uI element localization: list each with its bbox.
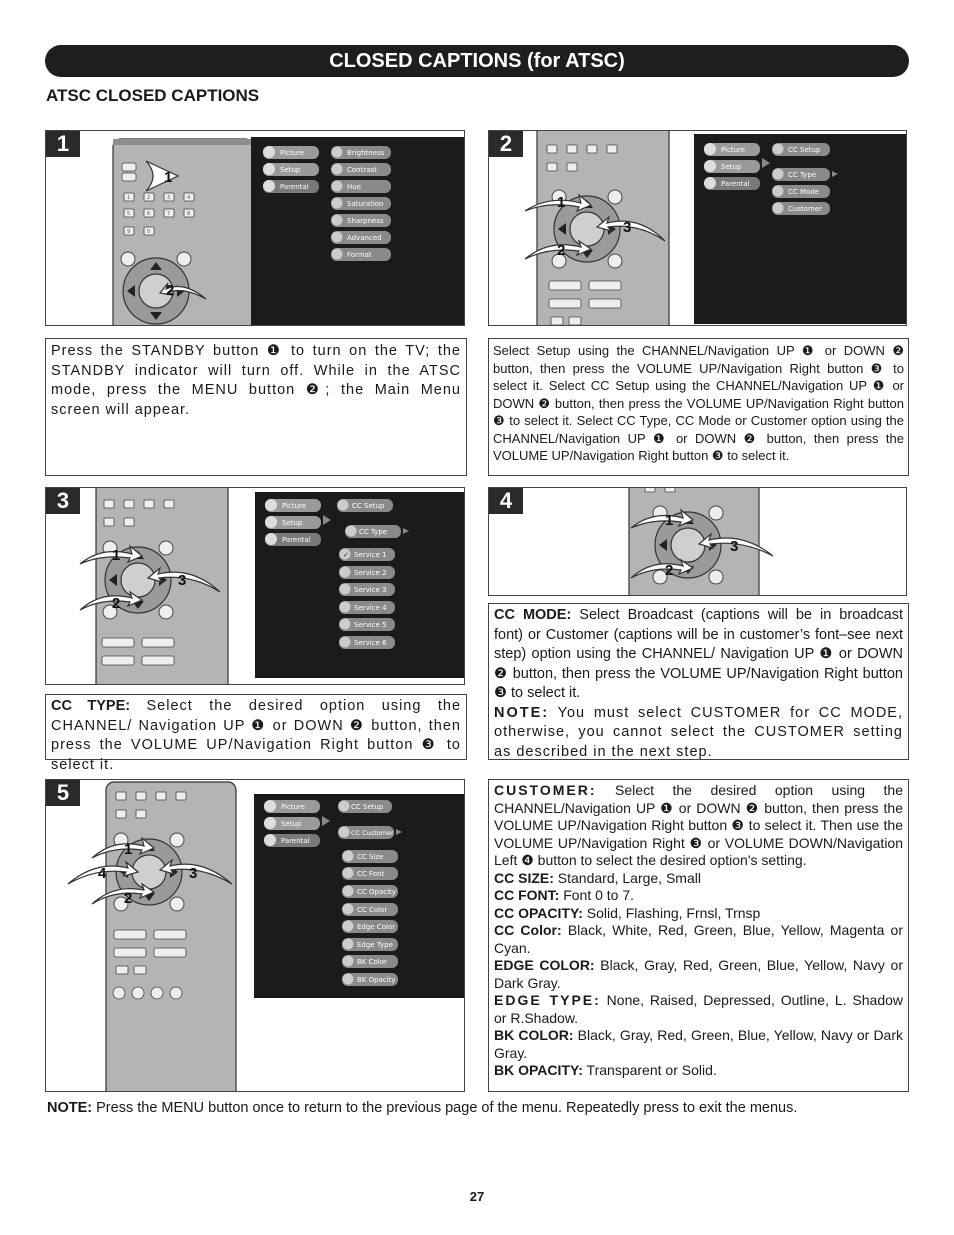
step-3-tv-screen [255, 492, 465, 678]
svg-text:2: 2 [147, 195, 151, 201]
page-title: CLOSED CAPTIONS (for ATSC) [329, 50, 625, 72]
step-4-number: 4 [489, 488, 523, 514]
svg-text:Setup: Setup [282, 519, 303, 527]
step-4-callout-3: 3 [730, 538, 739, 555]
svg-text:Picture: Picture [282, 502, 307, 510]
step-5-text-box [488, 779, 909, 1092]
step-4-note-text: You must select CUSTOMER for CC MODE, otherwise, you cannot select the CUSTOMER setting as described in the next step. [494, 704, 903, 760]
svg-text:Service 6: Service 6 [354, 639, 387, 647]
step-5-label: CUSTOMER: [494, 782, 597, 798]
step-2-text: Select Setup using the CHANNEL/Navigation UP ❶ or DOWN ❷ button, then press the VOLUME UP/Navigation Right button ❸ to select it. Select CC Setup using the CHANNEL/Navigation UP ❶ or DOWN ❷ button, then press the VOLUME UP/Navigation Right button ❸ to select it. Select CC Type, CC Mode or Customer option using the CHANNEL/Navigation UP ❶ or DOWN ❷ button, then press the VOLUME UP/Navigation Right button ❸ to select it. [493, 343, 904, 463]
step-4-illustration [488, 487, 907, 596]
option-bk-opacity: BK OPACITY: Transparent or Solid. [494, 1062, 717, 1078]
step-3-text-box [45, 694, 467, 773]
step-1-number: 1 [46, 131, 80, 157]
step-3-text: Select the desired option using the CHANNEL/ Navigation UP ❶ or DOWN ❷ button, then press the VOLUME UP/Navigation Right button ❸ to select it. [51, 698, 462, 773]
step-5-number: 5 [46, 780, 80, 806]
step-1-menu-svg [251, 137, 465, 325]
step-4-text-box [488, 603, 909, 760]
footer-note-label: NOTE: [47, 1100, 93, 1116]
svg-text:Advanced: Advanced [347, 234, 382, 242]
svg-text:3: 3 [167, 195, 171, 201]
option-cc-opacity: CC OPACITY: Solid, Flashing, Frnsl, Trnsp [494, 904, 761, 921]
step-1-illustration [45, 130, 465, 326]
svg-text:Contrast: Contrast [347, 166, 377, 174]
step-2-tv-screen [694, 134, 907, 324]
step-4-label: CC MODE: [494, 607, 572, 623]
svg-text:Service 3: Service 3 [354, 586, 387, 594]
svg-text:Edge Type: Edge Type [357, 941, 393, 949]
svg-text:CC Setup: CC Setup [788, 146, 821, 154]
svg-text:CC Opacity: CC Opacity [357, 888, 396, 896]
svg-text:Customer: Customer [788, 205, 823, 213]
svg-text:5: 5 [127, 211, 131, 217]
svg-text:Sharpness: Sharpness [347, 217, 384, 225]
step-4-callout-1: 1 [665, 512, 674, 529]
svg-text:0: 0 [147, 229, 151, 235]
step-2-callout-3: 3 [623, 219, 632, 236]
svg-text:Brightness: Brightness [347, 149, 385, 157]
svg-text:Parental: Parental [281, 837, 310, 845]
step-1-main-menu [263, 146, 319, 193]
step-4-remote-illustration [489, 488, 907, 596]
svg-text:CC Font: CC Font [357, 870, 385, 878]
step-1-text: Press the STANDBY button ❶ to turn on the TV; the STANDBY indicator will turn off. While in the ATSC mode, press the MENU button ❷; the Main Menu screen will appear. [51, 343, 461, 418]
step-1-tv-screen [251, 137, 465, 325]
option-cc-font: CC FONT: Font 0 to 7. [494, 887, 635, 903]
svg-text:Service 4: Service 4 [354, 604, 387, 612]
svg-text:CC Mode: CC Mode [788, 188, 820, 196]
step-2-text-box [488, 338, 909, 476]
step-5-intro [494, 782, 903, 870]
option-bk-color: BK COLOR: Black, Gray, Red, Green, Blue, Yellow, Navy or Dark Gray. [494, 1027, 903, 1061]
step-1-callout-2: 2 [166, 282, 175, 299]
svg-text:8: 8 [187, 211, 191, 217]
step-3-label: CC TYPE: [51, 698, 131, 714]
step-5-tv-screen [254, 794, 465, 998]
svg-text:Edge Color: Edge Color [357, 923, 396, 931]
step-3-callout-1: 1 [112, 547, 121, 564]
step-1-menu-setup: Setup [280, 166, 301, 174]
page-title-banner [45, 45, 909, 77]
svg-text:6: 6 [147, 211, 151, 217]
step-5-illustration [45, 779, 465, 1092]
svg-text:Setup: Setup [281, 820, 302, 828]
footer-note [47, 1100, 797, 1116]
svg-text:CC Color: CC Color [357, 906, 388, 914]
svg-text:Hue: Hue [347, 183, 362, 191]
standby-button [122, 163, 136, 171]
svg-text:CC Customer: CC Customer [351, 829, 394, 837]
step-2-callout-2: 2 [557, 242, 566, 259]
step-3-illustration [45, 487, 465, 685]
step-4-note-label: NOTE: [494, 704, 550, 721]
option-cc-size: CC SIZE: Standard, Large, Small [494, 869, 701, 886]
step-3-menu-svg [255, 492, 465, 678]
step-5-text: Select the desired option using the CHANNEL/Navigation UP ❶ or DOWN ❷ button, then press the VOLUME UP/Navigation Right button ❸ to select it. Then use the VOLUME UP/Navigation Right ❸ or VOLUME DOWN/Navigation Left ❹ button to select the desired option's setting. [494, 782, 903, 868]
step-1-callout-1: 1 [164, 169, 173, 186]
step-4-callout-2: 2 [665, 562, 674, 579]
svg-text:Service 1: Service 1 [354, 551, 387, 559]
svg-text:CC Type: CC Type [788, 171, 817, 179]
svg-text:CC Setup: CC Setup [351, 803, 384, 811]
step-3-number: 3 [46, 488, 80, 514]
step-5-menu-svg [254, 794, 465, 998]
svg-text:Picture: Picture [721, 146, 746, 154]
step-1-text-box [45, 338, 467, 476]
step-1-menu-picture: Picture [280, 149, 305, 157]
svg-text:BK Color: BK Color [357, 958, 387, 966]
svg-text:CC Setup: CC Setup [352, 502, 385, 510]
step-1-picture-submenu [331, 146, 391, 261]
svg-text:9: 9 [127, 229, 131, 235]
step-3-callout-3: 3 [178, 572, 187, 589]
svg-text:CC Type: CC Type [359, 528, 388, 536]
svg-text:Saturation: Saturation [347, 200, 384, 208]
svg-text:Parental: Parental [721, 180, 750, 188]
step-2-number: 2 [489, 131, 523, 157]
svg-text:Picture: Picture [281, 803, 306, 811]
step-2-callout-1: 1 [557, 194, 566, 211]
svg-text:Format: Format [347, 251, 372, 259]
svg-text:Service 2: Service 2 [354, 569, 387, 577]
svg-text:4: 4 [187, 195, 191, 201]
svg-text:Setup: Setup [721, 163, 742, 171]
svg-text:1: 1 [127, 195, 131, 201]
svg-text:CC Size: CC Size [357, 853, 384, 861]
step-2-menu-svg [694, 134, 907, 324]
step-4-text: Select Broadcast (captions will be in broadcast font) or Customer (captions will be in customer’s font–see next step) option using the CHANNEL/ Navigation UP ❶ or DOWN ❷ button, then press the VOLUME UP/Navigation Right button ❸ to select it. [494, 607, 903, 701]
option-cc-color: CC Color: Black, White, Red, Green, Blue, Yellow, Magenta or Cyan. [494, 922, 904, 956]
step-5-callout-1: 1 [124, 841, 133, 858]
svg-text:✓: ✓ [343, 551, 349, 559]
step-5-callout-3: 3 [189, 865, 198, 882]
svg-text:7: 7 [167, 211, 171, 217]
step-5-callout-2: 2 [124, 890, 133, 907]
svg-text:BK Opacity: BK Opacity [357, 976, 396, 984]
footer-note-text: Press the MENU button once to return to the previous page of the menu. Repeatedly press to exit the menus. [92, 1100, 798, 1116]
step-5-callout-4: 4 [98, 865, 107, 882]
section-heading: ATSC CLOSED CAPTIONS [46, 86, 260, 105]
option-edge-color: EDGE COLOR: Black, Gray, Red, Green, Blue, Yellow, Navy or Dark Gray. [494, 957, 903, 991]
step-2-illustration [488, 130, 907, 326]
svg-text:Parental: Parental [282, 536, 311, 544]
step-1-menu-parental: Parental [280, 183, 309, 191]
page-number: 27 [469, 1189, 485, 1204]
step-3-callout-2: 2 [112, 595, 121, 612]
svg-text:Service 5: Service 5 [354, 621, 387, 629]
option-edge-type: EDGE TYPE: None, Raised, Depressed, Outline, L. Shadow or R.Shadow. [494, 992, 904, 1026]
